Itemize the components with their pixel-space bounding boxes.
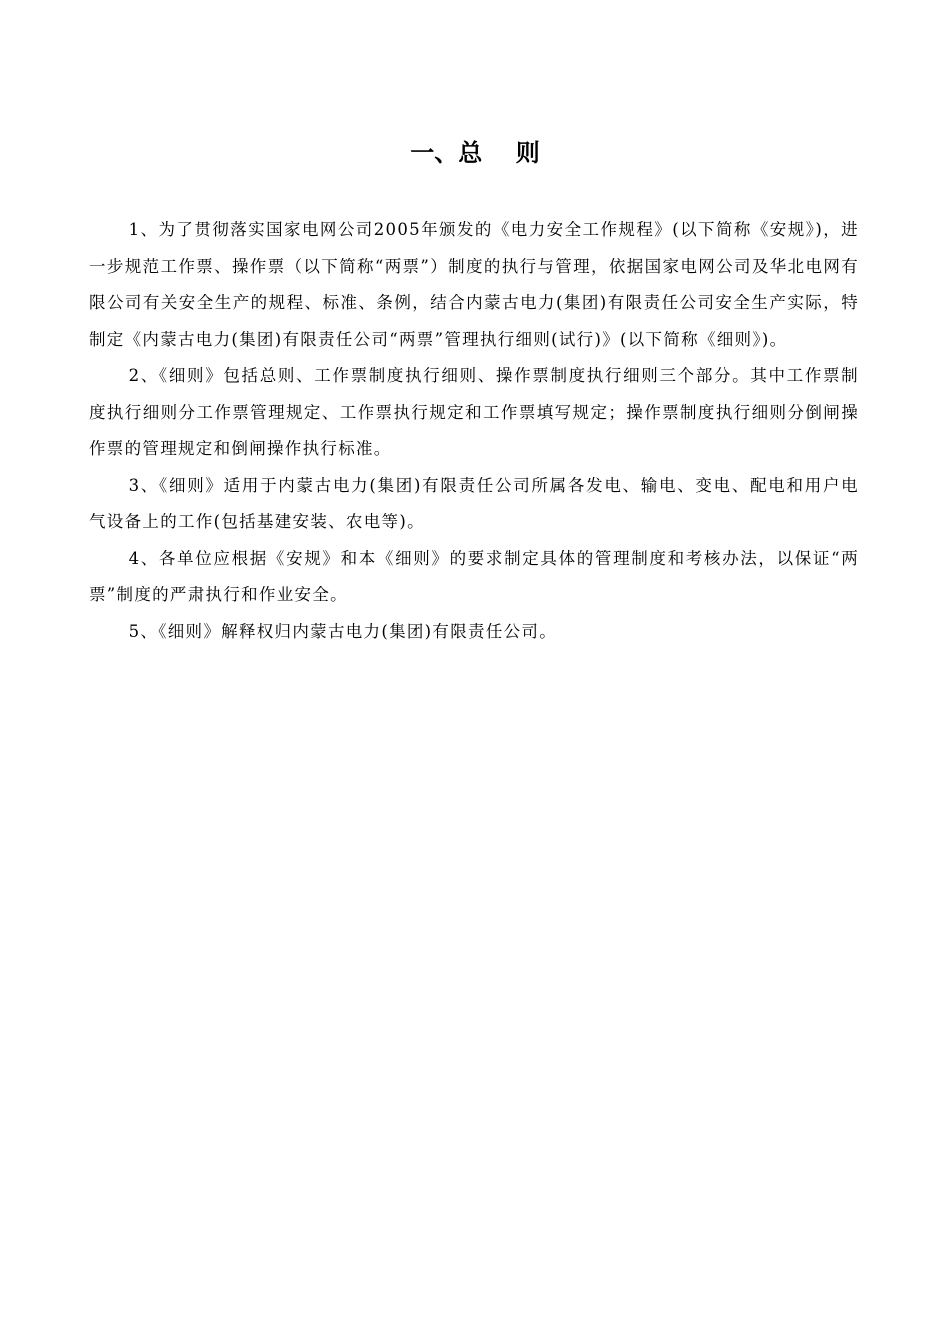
section-title: 一、总 则 xyxy=(410,139,540,167)
section-body xyxy=(89,212,859,650)
paragraph-4: 4、各单位应根据《安规》和本《细则》的要求制定具体的管理制度和考核办法，以保证“两票”制度的严肃执行和作业安全。 xyxy=(89,548,859,604)
paragraph-5: 5、《细则》解释权归内蒙古电力(集团)有限责任公司。 xyxy=(128,621,558,641)
paragraph-2: 2、《细则》包括总则、工作票制度执行细则、操作票制度执行细则三个部分。其中工作票制度执行细则分工作票管理规定、工作票执行规定和工作票填写规定；操作票制度执行细则分倒闸操作票的管理规定和倒闸操作执行标准。 xyxy=(89,366,859,458)
paragraph-3: 3、《细则》适用于内蒙古电力(集团)有限责任公司所属各发电、输电、变电、配电和用户电气设备上的工作(包括基建安装、农电等)。 xyxy=(89,475,859,531)
paragraph-1: 1、为了贯彻落实国家电网公司2005年颁发的《电力安全工作规程》(以下简称《安规》)，进一步规范工作票、操作票（以下简称“两票”）制度的执行与管理，依据国家电网公司及华北电网有限公司有关安全生产的规程、标准、条例，结合内蒙古电力(集团)有限责任公司安全生产实际，特制定《内蒙古电力(集团)有限责任公司“两票”管理执行细则(试行)》(以下简称《细则》)。 xyxy=(89,220,859,349)
